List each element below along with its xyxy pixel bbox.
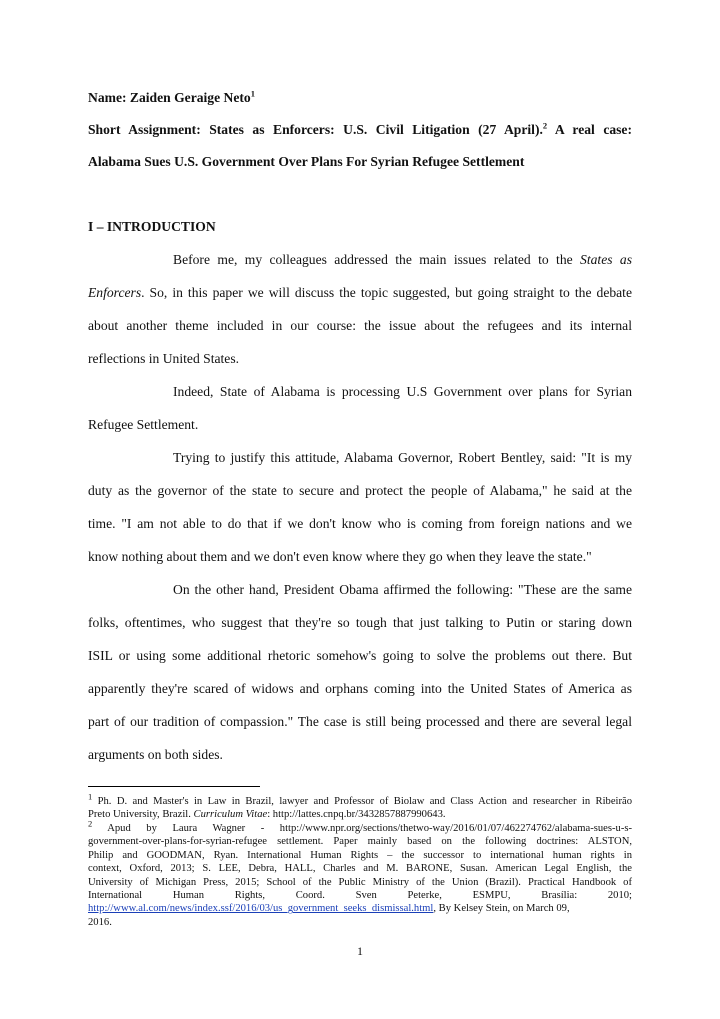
paragraph-4-line-1: On the other hand, President Obama affirmed the following: "These are the same xyxy=(173,582,632,597)
paragraph-3-line-4: know nothing about them and we don't even know where they go when they leave the state." xyxy=(88,549,592,564)
footnote-2-line-2: government-over-plans-for-syrian-refugee settlement. Paper mainly based on the following doctrines: ALSTON, xyxy=(88,836,632,848)
paragraph-4-line-2: folks, oftentimes, who suggest that they're so tough that just talking to Putin or staring down xyxy=(88,615,632,630)
paragraph-4-line-6: arguments on both sides. xyxy=(88,747,223,762)
footnote-2-line-5: University of Michigan Press, 2015; School of the Public Ministry of the Union (Brazil). Practical Handbook of xyxy=(88,876,632,888)
footnote-2 xyxy=(88,818,632,929)
paragraph-3-line-2: duty as the governor of the state to secure and protect the people of Alabama," he said at the xyxy=(88,483,632,498)
paragraph-2-line-2: Refugee Settlement. xyxy=(88,417,199,432)
footnote-1-line-2: Preto University, Brazil. Curriculum Vitae: http://lattes.cnpq.br/3432857887990643. xyxy=(88,809,446,821)
paragraph-3-line-3: time. "I am not able to do that if we don't know who is coming from foreign nations and we xyxy=(88,516,632,531)
footnote-2-line-1: $^2$ Apud by Laura Wagner - http://www.npr.org/sections/thetwo-way/2016/01/07/462274762/alabama-sues-u-s- xyxy=(88,818,632,834)
footnote-separator xyxy=(88,786,260,787)
assignment-title-line-2: Alabama Sues U.S. Government Over Plans For Syrian Refugee Settlement xyxy=(88,154,525,169)
paragraph-4-line-5: part of our tradition of compassion." The case is still being processed and there are several legal xyxy=(88,714,632,729)
footnote-2-line-8: 2016. xyxy=(88,916,112,928)
footnote-ref-1[interactable]: 1 xyxy=(250,88,255,99)
assignment-title-line-1: Short Assignment: States as Enforcers: U.S. Civil Litigation (27 April).$^2$ A real case: xyxy=(88,120,632,137)
footnote-1 xyxy=(88,791,632,822)
paragraph-1-line-4: reflections in United States. xyxy=(88,351,240,366)
author-name: Name: Zaiden Geraige Neto$^1$ xyxy=(88,88,255,105)
paragraph-1-line-3: about another theme included in our course: the issue about the refugees and its internal xyxy=(88,318,632,333)
al-com-link[interactable]: http://www.al.com/news/index.ssf/2016/03/us_government_seeks_dismissal.html xyxy=(88,903,434,915)
paragraph-1-line-1: Before me, my colleagues addressed the main issues related to the States as xyxy=(173,252,632,267)
footnote-2-line-7: http://www.al.com/news/index.ssf/2016/03/us_government_seeks_dismissal.html, By Kelsey Stein, on March 09, xyxy=(88,903,570,915)
paragraph-1-line-2: Enforcers. So, in this paper we will discuss the topic suggested, but going straight to the debate xyxy=(88,285,632,300)
paragraph-2-line-1: Indeed, State of Alabama is processing U.S Government over plans for Syrian xyxy=(173,384,632,399)
footnote-ref-2[interactable]: 2 xyxy=(542,120,548,131)
section-heading: I – INTRODUCTION xyxy=(88,219,216,234)
footnote-1-line-1: $^1$ Ph. D. and Master's in Law in Brazil, lawyer and Professor of Biolaw and Class Action and researcher in Ribeirão xyxy=(88,791,632,807)
paragraph-3-line-1: Trying to justify this attitude, Alabama Governor, Robert Bentley, said: "It is my xyxy=(173,450,632,465)
paragraph-4-line-4: apparently they're scared of widows and orphans coming into the United States of America as xyxy=(88,681,632,696)
footnote-2-line-6: International Human Rights, Coord. Sven Peterke, ESMPU, Brasília: 2010; xyxy=(88,890,632,902)
paragraph-4-line-3: ISIL or using some additional rhetoric somehow's going to solve the problems out there. But xyxy=(88,648,632,663)
page-number: 1 xyxy=(357,944,363,958)
footnote-2-line-4: context, Oxford, 2013; S. LEE, Debra, HALL, Charles and M. BARONE, Susan. American Legal English, the xyxy=(88,863,632,875)
footnote-2-line-3: Philip and GOODMAN, Ryan. International Human Rights – the successor to international human rights in xyxy=(88,849,632,861)
